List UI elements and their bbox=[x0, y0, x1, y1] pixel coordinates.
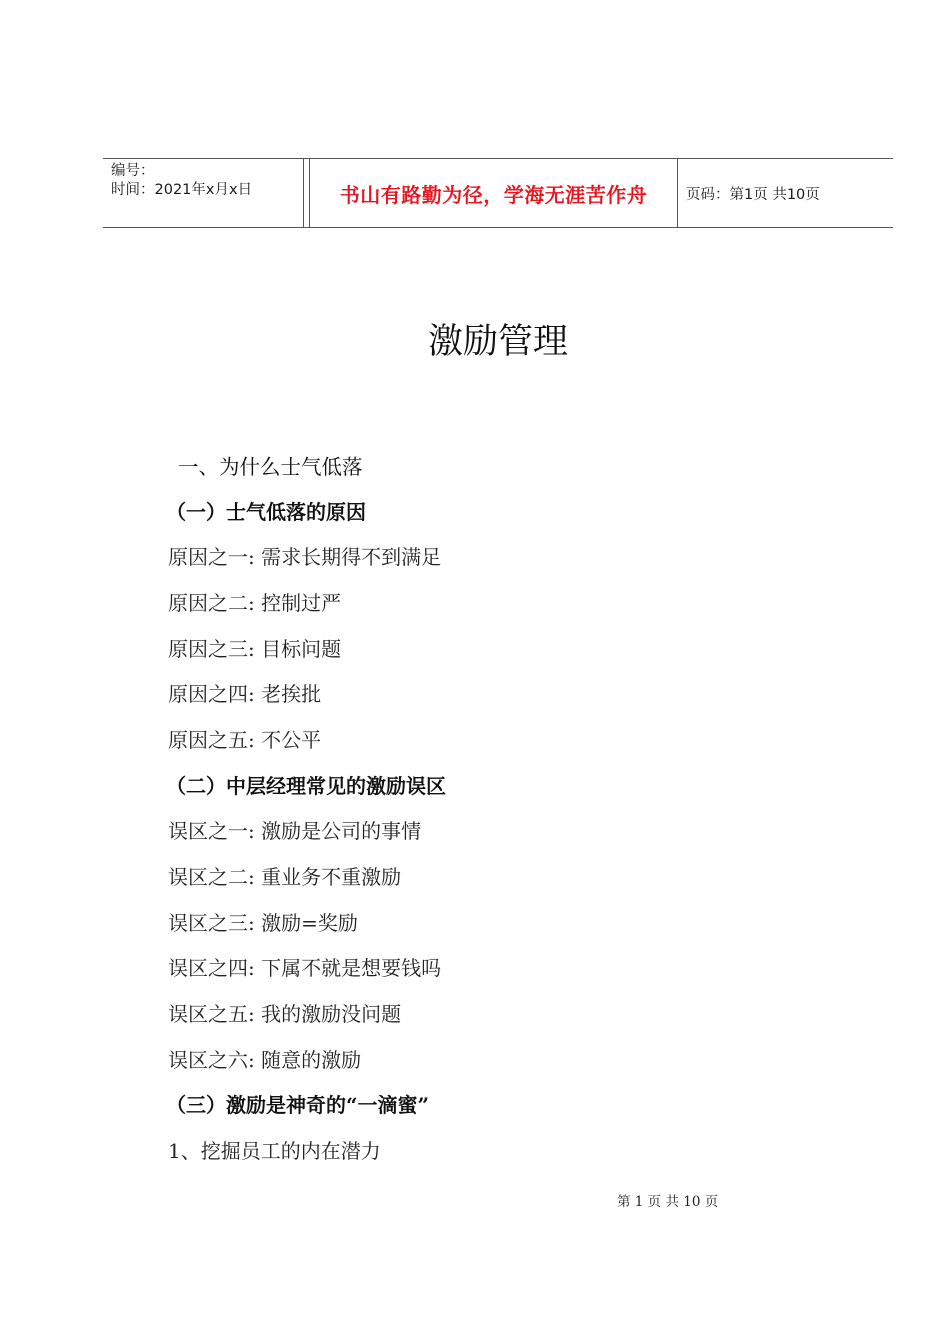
body-line: 1、挖掘员工的内在潜力 bbox=[168, 1139, 381, 1163]
number-label: 编号： bbox=[111, 163, 155, 179]
header-divider bbox=[303, 159, 304, 227]
header-divider bbox=[677, 159, 678, 227]
header-meta bbox=[103, 159, 303, 227]
header-motto: 书山有路勤为径，学海无涯苦作舟 bbox=[339, 182, 648, 207]
document-title: 激励管理 bbox=[427, 322, 568, 362]
subsection-heading: （一）士气低落的原因 bbox=[166, 500, 366, 524]
time-label: 时间：2021年x月x日 bbox=[111, 182, 253, 198]
body-line: 原因之三: 目标问题 bbox=[168, 637, 342, 661]
body-line: 误区之五: 我的激励没问题 bbox=[168, 1002, 402, 1026]
body-line: 误区之二: 重业务不重激励 bbox=[168, 865, 402, 889]
document-header bbox=[103, 158, 893, 228]
body-line: 误区之四: 下属不就是想要钱吗 bbox=[168, 956, 442, 980]
subsection-heading: （三）激励是神奇的“一滴蜜” bbox=[166, 1093, 430, 1117]
page-footer: 第 1 页 共 10 页 bbox=[617, 1194, 719, 1210]
body-line: 原因之二: 控制过严 bbox=[168, 591, 342, 615]
body-line: 原因之四: 老挨批 bbox=[168, 682, 322, 706]
body-line: 原因之五: 不公平 bbox=[168, 728, 322, 752]
body-line: 误区之三: 激励=奖励 bbox=[168, 911, 358, 935]
body-line: 误区之一: 激励是公司的事情 bbox=[168, 819, 422, 843]
header-page-info: 页码：第1页 共10页 bbox=[686, 186, 820, 203]
subsection-heading: （二）中层经理常见的激励误区 bbox=[166, 774, 446, 798]
section-heading: 一、为什么士气低落 bbox=[178, 455, 363, 479]
body-line: 原因之一: 需求长期得不到满足 bbox=[168, 545, 442, 569]
body-line: 误区之六: 随意的激励 bbox=[168, 1048, 362, 1072]
